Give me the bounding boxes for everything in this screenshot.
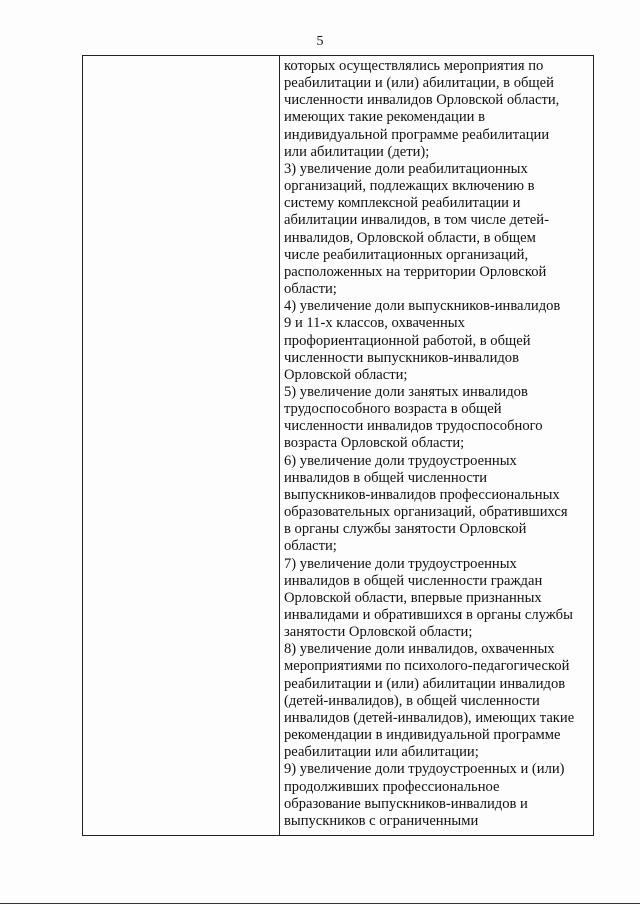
text-line: области; [284, 538, 337, 555]
text-line: Орловской области, впервые признанных [284, 589, 542, 606]
text-line: образование выпускников-инвалидов и [284, 795, 528, 812]
text-line: численности инвалидов трудоспособного [284, 418, 543, 435]
text-line: реабилитации или абилитации; [284, 744, 479, 761]
text-line: 4) увеличение доли выпускников-инвалидов [284, 298, 561, 315]
text-line: индивидуальной программе реабилитации [284, 126, 550, 143]
text-line: трудоспособного возраста в общей [284, 401, 502, 418]
text-line: имеющих такие рекомендации в [284, 109, 486, 126]
text-line: 8) увеличение доли инвалидов, охваченных [284, 641, 555, 658]
page-bottom-edge [0, 903, 640, 904]
text-line: численности выпускников-инвалидов [284, 349, 519, 366]
text-line: реабилитации и (или) абилитации инвалидов [284, 675, 566, 692]
table-left-cell [83, 56, 279, 835]
text-line: занятости Орловской области; [284, 624, 473, 641]
table-right-cell [284, 58, 592, 830]
text-line: области; [284, 281, 337, 298]
text-line: мероприятиями по психолого-педагогической [284, 658, 570, 675]
text-line: выпускников с ограниченными [284, 812, 479, 829]
text-line: 3) увеличение доли реабилитационных [284, 160, 528, 177]
text-line: продолживших профессиональное [284, 778, 500, 795]
text-line: Орловской области; [284, 366, 408, 383]
text-line: систему комплексной реабилитации и [284, 195, 521, 212]
text-line: 9) увеличение доли трудоустроенных и (или) [284, 761, 565, 778]
text-line: (детей-инвалидов), в общей численности [284, 692, 540, 709]
text-line: численности инвалидов Орловской области, [284, 92, 560, 109]
text-line: профориентационной работой, в общей [284, 332, 531, 349]
text-line: в органы службы занятости Орловской [284, 521, 527, 538]
content-table [82, 55, 594, 836]
text-line: 5) увеличение доли занятых инвалидов [284, 383, 528, 400]
text-line: инвалидов в общей численности [284, 469, 488, 486]
text-line: или абилитации (дети); [284, 143, 430, 160]
text-line: инвалидами и обратившихся в органы службы [284, 607, 573, 623]
text-line: числе реабилитационных организаций, [284, 246, 529, 263]
text-line: рекомендации в индивидуальной программе [284, 727, 561, 744]
text-line: реабилитации и (или) абилитации, в общей [284, 75, 554, 92]
text-line: инвалидов (детей-инвалидов), имеющих такие [284, 709, 575, 726]
text-line: организаций, подлежащих включению в [284, 178, 535, 195]
text-line: 6) увеличение доли трудоустроенных [284, 452, 517, 469]
text-line: инвалидов, Орловской области, в общем [284, 229, 536, 246]
text-line: 7) увеличение доли трудоустроенных [284, 555, 517, 572]
text-line: которых осуществлялись мероприятия по [284, 58, 544, 74]
text-line: абилитации инвалидов, в том числе детей- [284, 212, 549, 229]
text-line: инвалидов в общей численности граждан [284, 572, 543, 589]
text-line: образовательных организаций, обратившихся [284, 504, 568, 521]
text-line: выпускников-инвалидов профессиональных [284, 486, 560, 503]
text-line: возраста Орловской области; [284, 435, 465, 452]
text-line: 9 и 11-х классов, охваченных [284, 315, 465, 332]
column-divider [279, 56, 280, 835]
text-line: расположенных на территории Орловской [284, 263, 547, 280]
page-number: 5 [316, 34, 324, 49]
